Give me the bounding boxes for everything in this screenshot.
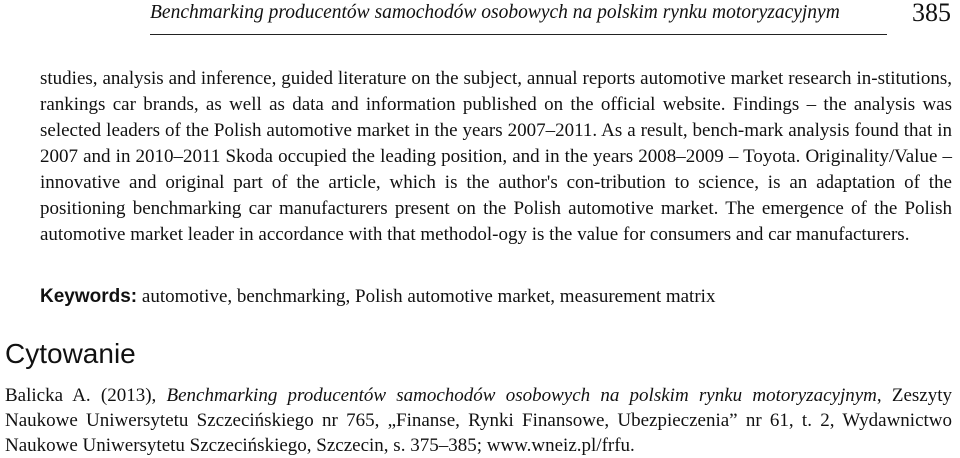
keywords-label: Keywords:	[40, 286, 138, 307]
citation-heading: Cytowanie	[5, 338, 136, 369]
abstract-text: studies, analysis and inference, guided literature on the subject, annual reports automotive market research in-stitutions, rankings car brands, as well as data and information published on the official website. Findings – the analysis was selected leaders of the Polish automotive market in the years 2007–2011. As a result, bench-mark analysis found that in 2007 and in 2010–2011 Skoda occupied the leading position, and in the years 2008–2009 – Toyota. Originality/Value – innovative and original part of the article, which is the author's con-tribution to science, is an adaptation of the positioning benchmarking car manufacturers present on the Polish automotive market. The emergence of the Polish automotive market leader in accordance with that methodol-ogy is the value for consumers and car manufacturers.	[40, 68, 952, 245]
running-header-title: Benchmarking producentów samochodów osobowych na polskim rynku motoryzacyjnym	[150, 2, 840, 23]
header-divider	[150, 34, 887, 35]
citation-title: Benchmarking producentów samochodów osobowych na polskim rynku motoryzacyjnym	[166, 385, 877, 406]
citation-rest: , Zeszyty Naukowe Uniwersytetu Szczecińskiego nr 765, „Finanse, Rynki Finansowe, Ubezpieczenia” nr 61, t. 2, Wydawnictwo Naukowe Uniwersytetu Szczecińskiego, Szczecin, s. 375–385; www.wneiz.pl/frfu.	[5, 385, 952, 456]
keywords-line	[40, 284, 952, 310]
page-number: 385	[912, 0, 951, 27]
keywords-value: automotive, benchmarking, Polish automotive market, measurement matrix	[141, 286, 716, 307]
citation-text	[5, 383, 952, 458]
citation-author-year: Balicka A. (2013),	[5, 385, 157, 406]
